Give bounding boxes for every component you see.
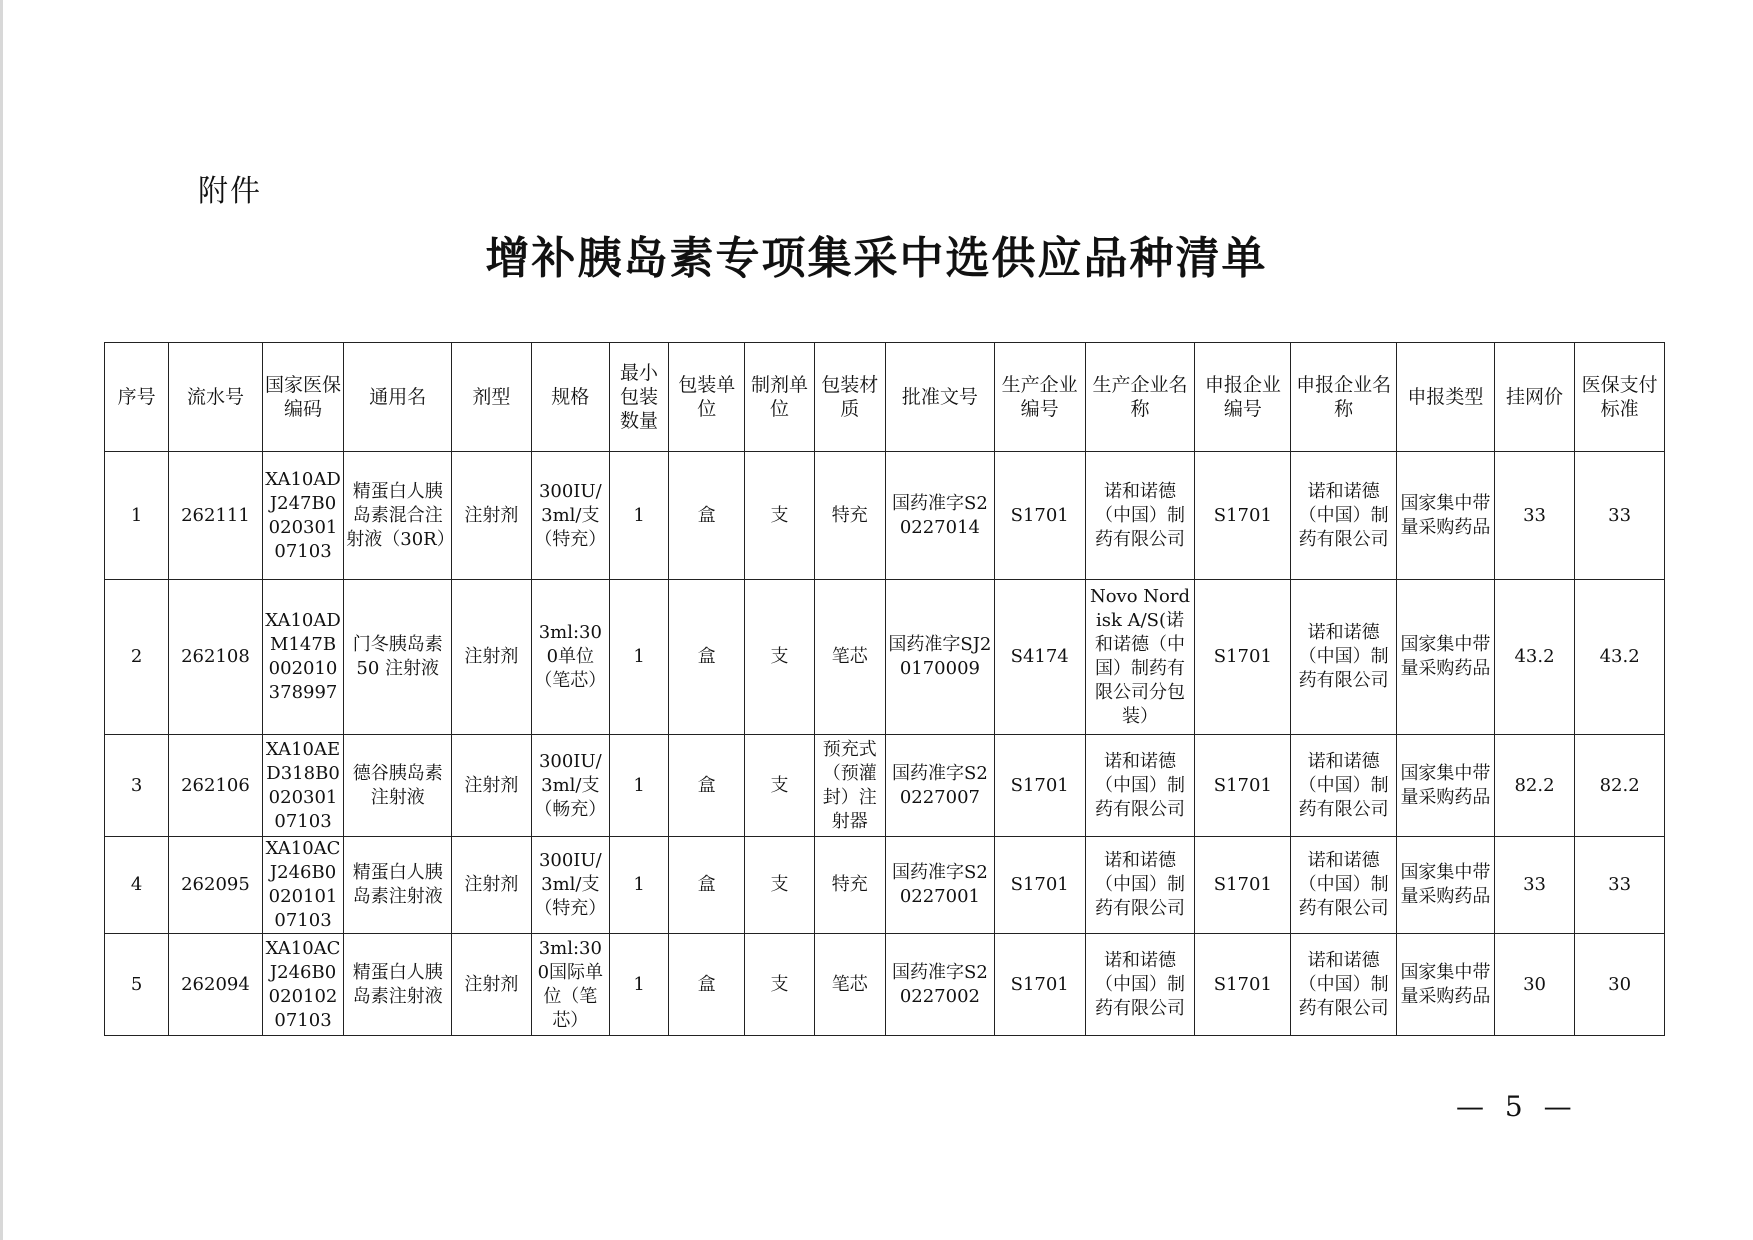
table-cell: 盒	[669, 934, 745, 1036]
table-cell: 30	[1494, 934, 1574, 1036]
supply-varieties-table	[104, 342, 1665, 1036]
header-cell: 生产企业编号	[994, 343, 1085, 452]
header-cell: 通用名	[344, 343, 452, 452]
table-cell: S1701	[1195, 837, 1291, 934]
table-cell: XA10ACJ246B002010207103	[262, 934, 343, 1036]
table-cell: S4174	[994, 580, 1085, 735]
header-cell: 医保支付标准	[1575, 343, 1665, 452]
table-cell: 诺和诺德（中国）制药有限公司	[1085, 452, 1195, 580]
table-cell: 诺和诺德（中国）制药有限公司	[1085, 837, 1195, 934]
table-cell: 1	[610, 452, 669, 580]
table-cell: 笔芯	[814, 934, 885, 1036]
table-cell: 33	[1575, 837, 1665, 934]
page-number: — 5 —	[1456, 1090, 1578, 1123]
table-row	[105, 580, 1665, 735]
table-cell: S1701	[1195, 452, 1291, 580]
table-cell: 精蛋白人胰岛素混合注射液（30R）	[344, 452, 452, 580]
table-cell: S1701	[1195, 735, 1291, 837]
table-cell: XA10ADJ247B002030107103	[262, 452, 343, 580]
table-cell: 盒	[669, 837, 745, 934]
table-cell: S1701	[1195, 934, 1291, 1036]
table-cell: 门冬胰岛素 50 注射液	[344, 580, 452, 735]
header-cell: 序号	[105, 343, 169, 452]
table-cell: 国家集中带量采购药品	[1397, 580, 1495, 735]
table-cell: 国药准字S20227001	[885, 837, 994, 934]
table-cell: 国药准字S20227002	[885, 934, 994, 1036]
table-cell: 国药准字S20227007	[885, 735, 994, 837]
table-cell: 诺和诺德（中国）制药有限公司	[1291, 580, 1397, 735]
table-cell: 支	[745, 735, 814, 837]
header-cell: 包装单位	[669, 343, 745, 452]
header-cell: 规格	[531, 343, 609, 452]
table-cell: 国家集中带量采购药品	[1397, 934, 1495, 1036]
table-cell: 国药准字S20227014	[885, 452, 994, 580]
table-cell: 支	[745, 837, 814, 934]
table-cell: 特充	[814, 452, 885, 580]
table-row	[105, 735, 1665, 837]
table-cell: 诺和诺德（中国）制药有限公司	[1291, 735, 1397, 837]
header-cell: 包装材质	[814, 343, 885, 452]
table-cell: 262111	[169, 452, 263, 580]
table-cell: 3ml:300国际单位（笔芯）	[531, 934, 609, 1036]
table-cell: 支	[745, 934, 814, 1036]
table-cell: XA10AED318B002030107103	[262, 735, 343, 837]
table-cell: 4	[105, 837, 169, 934]
table-cell: 注射剂	[452, 934, 531, 1036]
table-cell: 82.2	[1575, 735, 1665, 837]
table-cell: 精蛋白人胰岛素注射液	[344, 934, 452, 1036]
table-cell: 诺和诺德（中国）制药有限公司	[1085, 934, 1195, 1036]
table-cell: 笔芯	[814, 580, 885, 735]
table-cell: 2	[105, 580, 169, 735]
header-row	[105, 343, 1665, 452]
table-row	[105, 837, 1665, 934]
table-cell: 精蛋白人胰岛素注射液	[344, 837, 452, 934]
table-cell: 262094	[169, 934, 263, 1036]
table-cell: 300IU/3ml/支（畅充）	[531, 735, 609, 837]
table-cell: 1	[610, 580, 669, 735]
header-cell: 国家医保编码	[262, 343, 343, 452]
table-cell: 3ml:300单位（笔芯）	[531, 580, 609, 735]
table-cell: 262106	[169, 735, 263, 837]
table-cell: 注射剂	[452, 735, 531, 837]
scan-edge	[0, 0, 3, 1240]
header-cell: 剂型	[452, 343, 531, 452]
header-cell: 生产企业名称	[1085, 343, 1195, 452]
document-title: 增补胰岛素专项集采中选供应品种清单	[485, 233, 1268, 284]
table-cell: 盒	[669, 452, 745, 580]
table-cell: XA10ADM147B002010378997	[262, 580, 343, 735]
table-cell: 1	[610, 934, 669, 1036]
table-cell: 预充式（预灌封）注射器	[814, 735, 885, 837]
header-cell: 制剂单位	[745, 343, 814, 452]
table-cell: 国药准字SJ20170009	[885, 580, 994, 735]
table-cell: 国家集中带量采购药品	[1397, 452, 1495, 580]
table-cell: 1	[610, 735, 669, 837]
table-cell: 诺和诺德（中国）制药有限公司	[1291, 837, 1397, 934]
attachment-label: 附件	[198, 174, 262, 209]
table-cell: 盒	[669, 735, 745, 837]
table-cell: 43.2	[1575, 580, 1665, 735]
table-cell: 33	[1494, 837, 1574, 934]
table-cell: 诺和诺德（中国）制药有限公司	[1085, 735, 1195, 837]
table-cell: 注射剂	[452, 580, 531, 735]
table-cell: 支	[745, 580, 814, 735]
header-cell: 申报企业编号	[1195, 343, 1291, 452]
table-cell: 1	[610, 837, 669, 934]
header-cell: 申报企业名称	[1291, 343, 1397, 452]
table-cell: 5	[105, 934, 169, 1036]
table-cell: 33	[1575, 452, 1665, 580]
header-cell: 批准文号	[885, 343, 994, 452]
table-cell: 262095	[169, 837, 263, 934]
table-cell: 262108	[169, 580, 263, 735]
header-cell: 最小包装数量	[610, 343, 669, 452]
table-cell: 注射剂	[452, 452, 531, 580]
table-cell: S1701	[994, 735, 1085, 837]
table-cell: 特充	[814, 837, 885, 934]
table-cell: 国家集中带量采购药品	[1397, 735, 1495, 837]
header-cell: 流水号	[169, 343, 263, 452]
table-cell: 33	[1494, 452, 1574, 580]
table-cell: 3	[105, 735, 169, 837]
table-cell: 300IU/3ml/支（特充）	[531, 837, 609, 934]
table-cell: 诺和诺德（中国）制药有限公司	[1291, 934, 1397, 1036]
header-cell: 申报类型	[1397, 343, 1495, 452]
header-cell: 挂网价	[1494, 343, 1574, 452]
table-cell: 诺和诺德（中国）制药有限公司	[1291, 452, 1397, 580]
table-cell: Novo Nordisk A/S(诺和诺德（中国）制药有限公司分包装）	[1085, 580, 1195, 735]
table-cell: 300IU/3ml/支（特充）	[531, 452, 609, 580]
table-cell: 国家集中带量采购药品	[1397, 837, 1495, 934]
table-row	[105, 452, 1665, 580]
table-cell: 德谷胰岛素注射液	[344, 735, 452, 837]
table-cell: 支	[745, 452, 814, 580]
table-cell: 30	[1575, 934, 1665, 1036]
table-cell: S1701	[1195, 580, 1291, 735]
table-cell: S1701	[994, 934, 1085, 1036]
table-cell: S1701	[994, 837, 1085, 934]
table-cell: 43.2	[1494, 580, 1574, 735]
table-cell: 82.2	[1494, 735, 1574, 837]
table-cell: XA10ACJ246B002010107103	[262, 837, 343, 934]
table-cell: 注射剂	[452, 837, 531, 934]
table-cell: 盒	[669, 580, 745, 735]
table-cell: S1701	[994, 452, 1085, 580]
table-cell: 1	[105, 452, 169, 580]
table-row	[105, 934, 1665, 1036]
